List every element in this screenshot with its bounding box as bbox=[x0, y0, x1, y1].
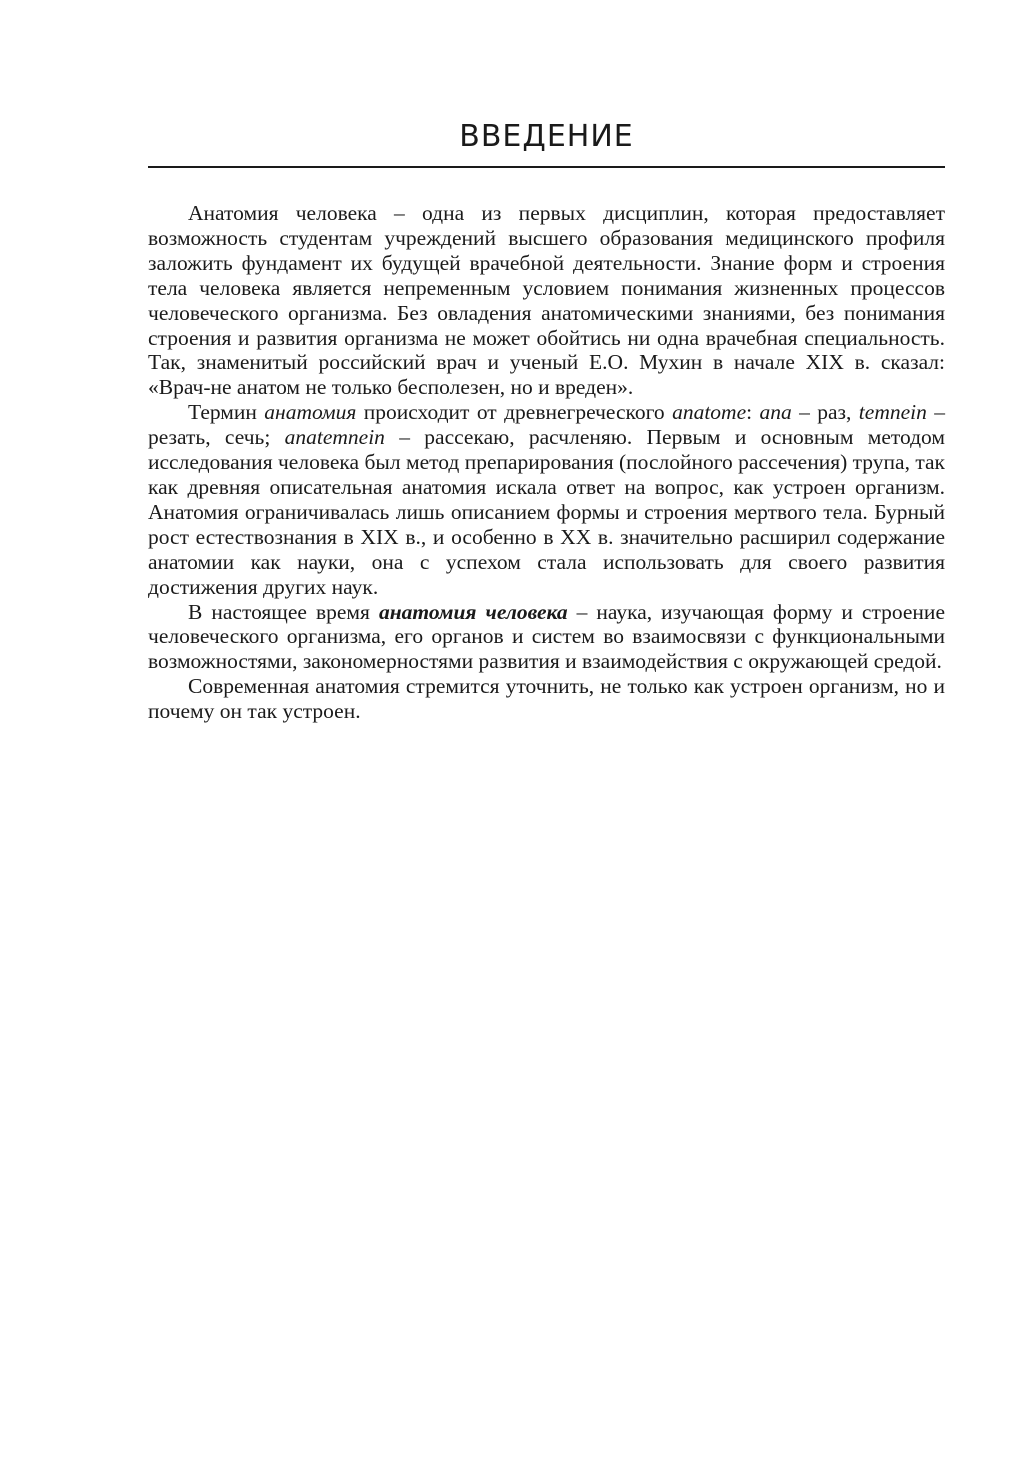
title-divider bbox=[148, 166, 945, 168]
term-ana: ana bbox=[759, 400, 792, 425]
text-run: Термин bbox=[188, 400, 265, 425]
paragraph-1: Анатомия человека – одна из первых дисциплин, которая предоставляет возможность студентам учреждений высшего образования медицинского профиля заложить фундамент их будущей врачебной деятельности. Знание форм и строения тела человека является непременным условием понимания жизненных процессов человеческого организма. Без овладения анатомическими знаниями, без понимания строения и развития организма не может обойтись ни одна врачебная специальность. Так, знаменитый российский врач и ученый Е.О. Мухин в начале XIX в. сказал: «Врач-не анатом не только бесполезен, но и вреден». bbox=[148, 201, 945, 400]
paragraph-3 bbox=[148, 600, 945, 675]
body-text bbox=[148, 201, 945, 724]
term-anatome: anatome bbox=[672, 400, 747, 425]
text-run: происходит от древнегреческого bbox=[356, 400, 673, 425]
paragraph-4: Современная анатомия стремится уточнить, не только как устроен организм, но и почему он так устроен. bbox=[148, 674, 945, 724]
paragraph-2 bbox=[148, 400, 945, 599]
text-run: – раз, bbox=[791, 400, 859, 425]
text-run: : bbox=[746, 400, 760, 425]
term-anatemnein: anatemnein bbox=[284, 425, 385, 450]
term-anatomy: анатомия bbox=[264, 400, 357, 425]
text-run: В настоящее время bbox=[188, 599, 379, 624]
text-run: – рассекаю, расчленяю. Первым и основным методом исследования человека был метод препарирования (послойного рассечения) трупа, так как древняя описательная анатомия искала ответ на вопрос, как устроен организм. Анатомия ограничивалась лишь описанием формы и строения мертвого тела. Бурный рост естествознания в XIX в., и особенно в XX в. значительно расширил содержание анатомии как науки, она с успехом стала использовать для своего развития достижения других наук. bbox=[148, 425, 946, 599]
chapter-title: ВВЕДЕНИЕ bbox=[459, 119, 634, 154]
text-run: – резать, сечь; bbox=[148, 400, 945, 450]
text-run: – наука, изучающая форму и строение человеческого организма, его органов и систем во взаимосвязи с функциональными возможностями, закономерностями развития и взаимодействия с окружающей средой. bbox=[148, 599, 945, 674]
term-temnein: temnein bbox=[858, 400, 927, 425]
term-human-anatomy: анатомия человека bbox=[378, 599, 568, 624]
